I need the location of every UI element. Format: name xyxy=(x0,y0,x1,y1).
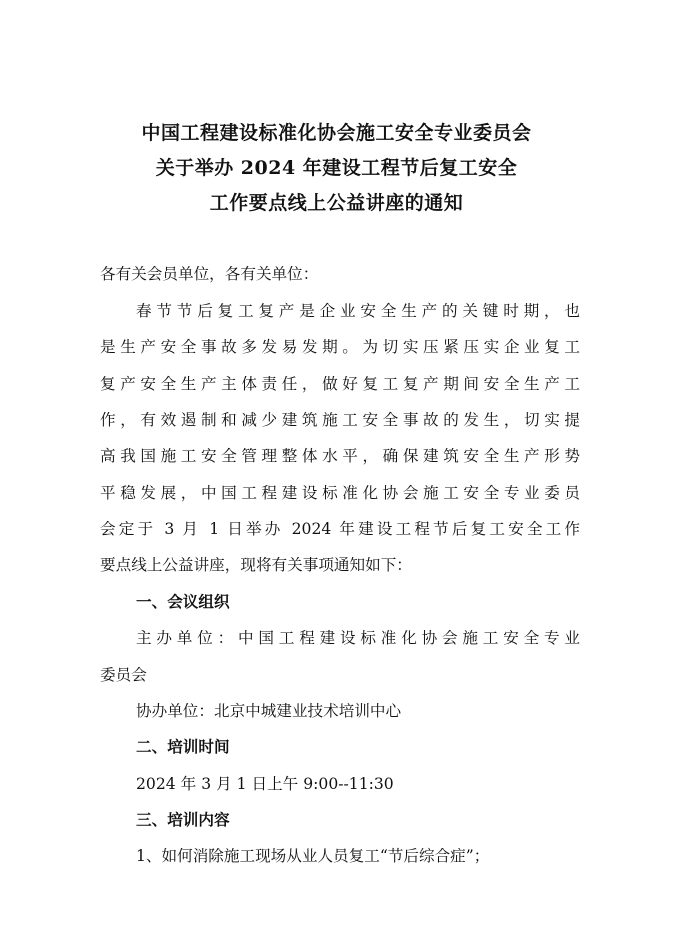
intro-line-8: 要点线上公益讲座，现将有关事项通知如下： xyxy=(100,556,412,574)
title-line-1: 中国工程建设标准化协会施工安全专业委员会 xyxy=(141,122,532,144)
co-host-unit: 协办单位：北京中城建业技术培训中心 xyxy=(136,702,402,720)
intro-line-6: 平稳发展，中国工程建设标准化协会施工安全专业委员 xyxy=(100,484,580,502)
salutation: 各有关会员单位，各有关单位： xyxy=(100,265,319,283)
intro-line-5: 高我国施工安全管理整体水平，确保建筑安全生产形势 xyxy=(100,447,580,465)
intro-line-3: 复产安全生产主体责任，做好复工复产期间安全生产工 xyxy=(100,375,580,393)
section-heading-organization: 一、会议组织 xyxy=(136,592,230,611)
section-heading-time: 二、培训时间 xyxy=(136,737,230,756)
intro-line-4: 作，有效遏制和减少建筑施工安全事故的发生，切实提 xyxy=(100,411,580,429)
title-line-3: 工作要点线上公益讲座的通知 xyxy=(209,192,464,214)
content-item-1: 1、如何消除施工现场从业人员复工“节后综合症”； xyxy=(136,847,490,865)
host-unit-line-2: 委员会 xyxy=(100,666,147,684)
section-heading-content: 三、培训内容 xyxy=(136,810,230,829)
intro-line-7: 会定于 3 月 1 日举办 2024 年建设工程节后复工安全工作 xyxy=(100,520,580,538)
title-line-2: 关于举办 2024 年建设工程节后复工安全 xyxy=(155,157,518,179)
intro-line-2: 是生产安全事故多发易发期。为切实压紧压实企业复工 xyxy=(100,338,580,356)
training-time: 2024 年 3 月 1 日上午 9:00--11:30 xyxy=(136,775,394,793)
host-unit-line-1: 主办单位：中国工程建设标准化协会施工安全专业 xyxy=(136,629,580,647)
intro-line-1: 春节节后复工复产是企业安全生产的关键时期，也 xyxy=(136,302,580,320)
